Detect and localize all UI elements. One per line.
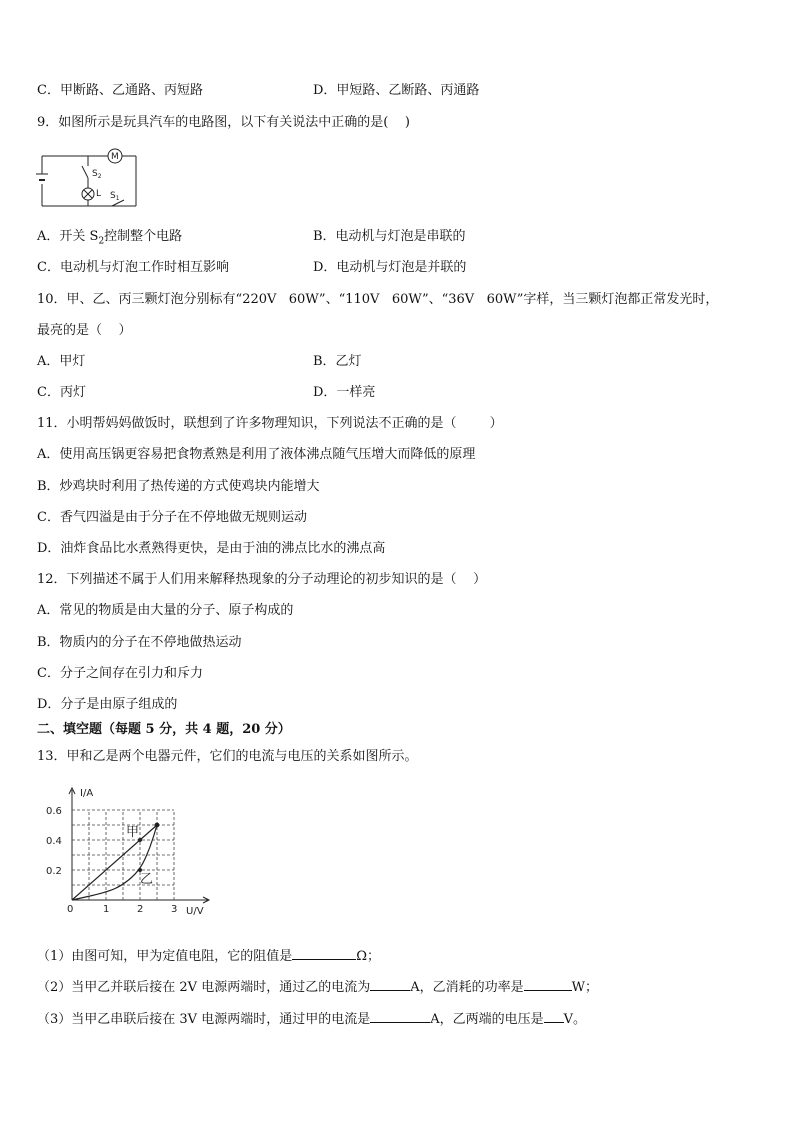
q10-stem: 10．甲、乙、丙三颗灯泡分别标有“220V 60W”、“110V 60W”、“36V 60W”字样，当三颗灯泡都正常发光时， [37, 292, 719, 307]
q13-part-1: （1）由图可知，甲为定值电阻，它的阻值是 Ω； [37, 946, 380, 966]
label-jia: 甲 [126, 825, 140, 840]
y-tick-label: 0.6 [46, 806, 62, 817]
q9-option-a: A．开关 $S_2$控制整个电路 [37, 229, 183, 247]
q12-stem: 12．下列描述不属于人们用来解释热现象的分子动理论的初步知识的是（ ） [37, 572, 487, 587]
q13-part-2: （2）当甲乙并联后接在 2V 电源两端时，通过乙的电流为 A，乙消耗的功率是 W； [37, 977, 598, 997]
q9-option-d: D．电动机与灯泡是并联的 [313, 260, 467, 275]
lamp-label: L [96, 189, 102, 199]
x-tick-label: 3 [171, 904, 178, 915]
label-yi: 乙 [140, 872, 154, 887]
q12-option-b: B．物质内的分子在不停地做热运动 [37, 635, 242, 650]
blank-2[interactable] [370, 977, 410, 991]
q11-stem: 11．小明帮妈妈做饭时，联想到了许多物理知识，下列说法不正确的是（ ） [37, 416, 503, 431]
q11-option-c: C．香气四溢是由于分子在不停地做无规则运动 [37, 510, 307, 525]
blank-1[interactable] [292, 946, 356, 960]
q13-part-3: （3）当甲乙串联后接在 3V 电源两端时，通过甲的电流是 A，乙两端的电压是 V。 [37, 1009, 586, 1029]
q10-option-a: A．甲灯 [37, 354, 86, 369]
q11-option-b: B．炒鸡块时利用了热传递的方式使鸡块内能增大 [37, 479, 320, 494]
blank-4[interactable] [370, 1009, 430, 1023]
x-tick-label: 1 [103, 904, 110, 915]
y-axis-label: I/A [80, 788, 94, 799]
q9-stem: 9．如图所示是玩具汽车的电路图，以下有关说法中正确的是( ) [37, 115, 410, 130]
intersection-point [155, 823, 159, 827]
q8-option-c: C．甲断路、乙通路、丙短路 [37, 83, 203, 98]
q13-iv-graph [40, 784, 220, 924]
y-tick-label: 0.2 [46, 866, 62, 877]
motor-label: M [111, 152, 119, 162]
q10-option-c: C．丙灯 [37, 385, 86, 400]
q11-option-d: D．油炸食品比水煮熟得更快，是由于油的沸点比水的沸点高 [37, 541, 386, 556]
q10-option-d: D．一样亮 [313, 385, 376, 400]
q13-stem: 13．甲和乙是两个电器元件，它们的电流与电压的关系如图所示。 [37, 749, 418, 764]
q8-option-d: D．甲短路、乙断路、丙通路 [313, 83, 480, 98]
q12-option-a: A．常见的物质是由大量的分子、原子构成的 [37, 603, 294, 618]
q9-circuit-diagram [36, 144, 142, 212]
q9-option-c: C．电动机与灯泡工作时相互影响 [37, 260, 229, 275]
y-tick-label: 0.4 [46, 836, 62, 847]
blank-5[interactable] [544, 1009, 564, 1023]
q10-stem-continued: 最亮的是（ ） [37, 323, 132, 338]
point-yi-2v [139, 869, 142, 872]
q12-option-c: C．分子之间存在引力和斥力 [37, 666, 203, 681]
q12-option-d: D．分子是由原子组成的 [37, 697, 178, 712]
x-tick-label: 2 [137, 904, 144, 915]
q10-option-b: B．乙灯 [313, 354, 362, 369]
q9-option-b: B．电动机与灯泡是串联的 [313, 229, 466, 244]
point-jia-2v [139, 839, 142, 842]
q11-option-a: A．使用高压锅更容易把食物煮熟是利用了液体沸点随气压增大而降低的原理 [37, 447, 476, 462]
s1-label: $S_1$ [110, 191, 120, 202]
x-axis-label: U/V [186, 906, 204, 917]
s2-label: $S_2$ [92, 169, 102, 180]
section-2-title: 二、填空题（每题 5 分，共 4 题，20 分） [37, 722, 291, 737]
blank-3[interactable] [524, 977, 572, 991]
x-tick-label: 0 [67, 904, 74, 915]
